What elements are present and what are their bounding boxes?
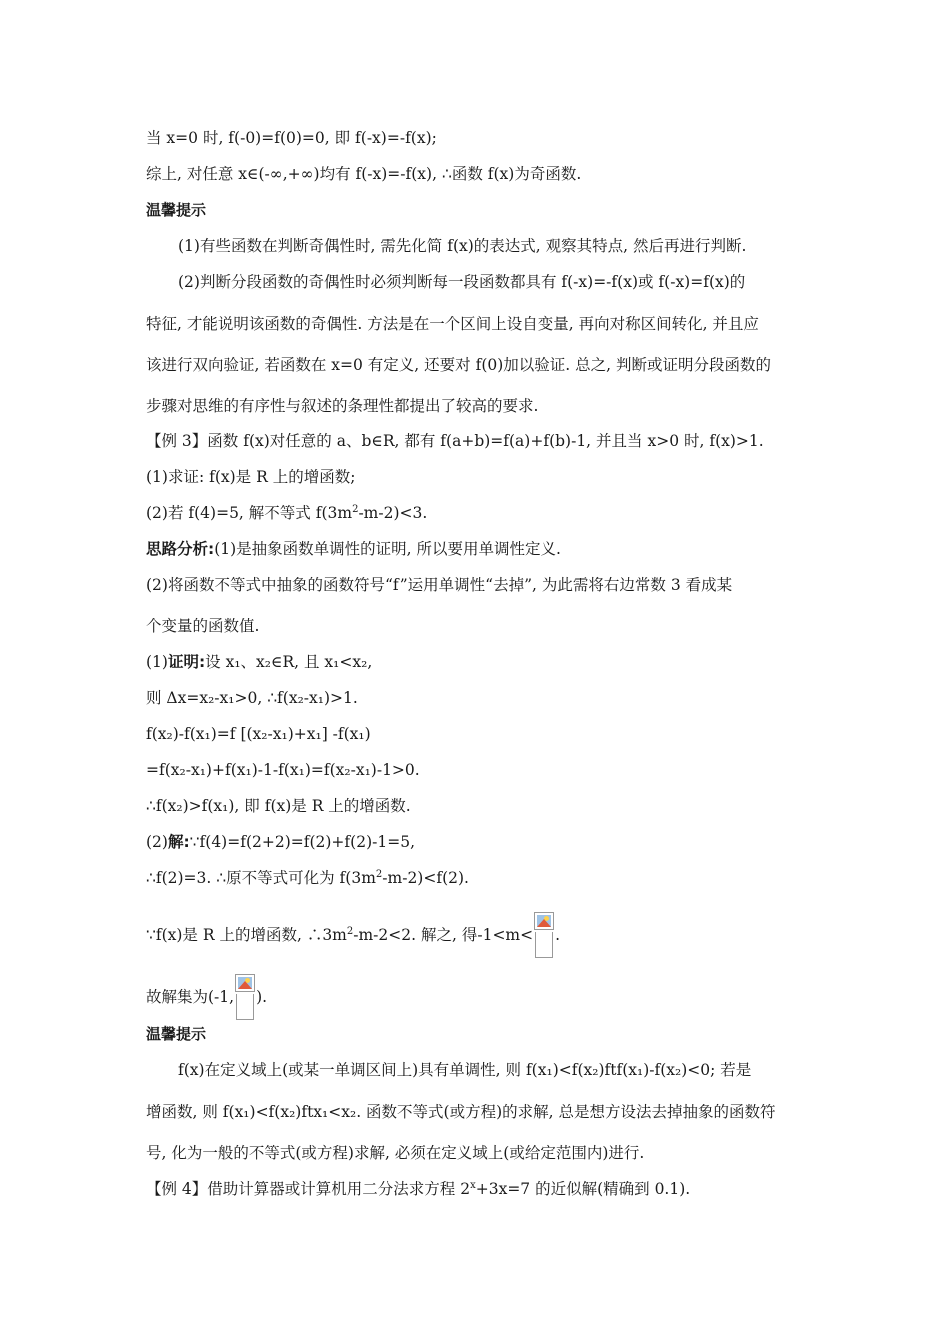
text-line: f(x₂)-f(x₁)=f [(x₂-x₁)+x₁] -f(x₁)	[146, 725, 371, 743]
text: 设 x₁、x₂∈R, 且 x₁<x₂,	[205, 653, 373, 671]
text-line: (2)将函数不等式中抽象的函数符号“f”运用单调性“去掉”, 为此需将右边常数 3 看成某	[146, 576, 733, 594]
text-line	[146, 539, 561, 559]
example-4-heading	[146, 1179, 690, 1199]
text: +3x=7 的近似解(精确到 0.1).	[475, 1180, 691, 1198]
superscript: 2	[352, 504, 359, 515]
example-3-heading: 【例 3】函数 f(x)对任意的 a、b∈R, 都有 f(a+b)=f(a)+f(b)-1, 并且当 x>0 时, f(x)>1.	[146, 432, 764, 450]
broken-image-icon	[534, 912, 554, 958]
text: .	[555, 926, 561, 944]
superscript: x	[470, 1180, 476, 1191]
text: (2)若 f(4)=5, 解不等式 f(3m	[146, 504, 353, 522]
text: (2)	[146, 833, 168, 851]
proof-label: 证明:	[167, 653, 206, 671]
text-line: 当 x=0 时, f(-0)=f(0)=0, 即 f(-x)=-f(x);	[146, 129, 437, 147]
tip-heading: 温馨提示	[146, 1025, 207, 1043]
text-line: ∴f(x₂)>f(x₁), 即 f(x)是 R 上的增函数.	[146, 797, 411, 815]
text-line: 步骤对思维的有序性与叙述的条理性都提出了较高的要求.	[146, 397, 539, 415]
text-line: =f(x₂-x₁)+f(x₁)-1-f(x₁)=f(x₂-x₁)-1>0.	[146, 761, 420, 779]
text: ).	[256, 988, 268, 1006]
text-line: 增函数, 则 f(x₁)<f(x₂)ftx₁<x₂. 函数不等式(或方程)的求解, 总是想方设法去掉抽象的函数符	[146, 1103, 776, 1121]
text: ∵f(x)是 R 上的增函数, ∴3m	[146, 926, 347, 944]
text-line: 特征, 才能说明该函数的奇偶性. 方法是在一个区间上设自变量, 再向对称区间转化, 并且应	[146, 315, 759, 333]
text-line	[146, 652, 372, 672]
text-line: 号, 化为一般的不等式(或方程)求解, 必须在定义域上(或给定范围内)进行.	[146, 1144, 645, 1162]
text: -m-2)<3.	[358, 504, 428, 522]
solution-label: 解:	[167, 833, 190, 851]
superscript: 2	[346, 926, 354, 937]
text: -m-2)<f(2).	[382, 869, 469, 887]
text-line: 该进行双向验证, 若函数在 x=0 有定义, 还要对 f(0)加以验证. 总之, 判断或证明分段函数的	[146, 356, 771, 374]
text-line: 个变量的函数值.	[146, 617, 260, 635]
broken-image-icon	[235, 974, 255, 1020]
text-line	[146, 503, 427, 523]
text: -m-2<2. 解之, 得-1<m<	[353, 926, 534, 944]
text-line	[146, 912, 560, 958]
text: ∵f(4)=f(2+2)=f(2)+f(2)-1=5,	[189, 833, 415, 851]
text: 【例 4】借助计算器或计算机用二分法求方程 2	[146, 1180, 471, 1198]
text: ∴f(2)=3. ∴原不等式可化为 f(3m	[146, 869, 376, 887]
text: 故解集为(-1,	[146, 988, 235, 1006]
text-line: f(x)在定义域上(或某一单调区间上)具有单调性, 则 f(x₁)<f(x₂)ftf(x₁)-f(x₂)<0; 若是	[178, 1061, 752, 1079]
text-line: (1)求证: f(x)是 R 上的增函数;	[146, 468, 356, 486]
text-line: 则 Δx=x₂-x₁>0, ∴f(x₂-x₁)>1.	[146, 689, 358, 707]
text-line	[146, 974, 267, 1020]
text-line: (1)有些函数在判断奇偶性时, 需先化简 f(x)的表达式, 观察其特点, 然后再进行判断.	[178, 237, 747, 255]
text-line: (2)判断分段函数的奇偶性时必须判断每一段函数都具有 f(-x)=-f(x)或 f(-x)=f(x)的	[178, 273, 746, 291]
tip-heading: 温馨提示	[146, 201, 207, 219]
text-line	[146, 868, 469, 888]
text: (1)是抽象函数单调性的证明, 所以要用单调性定义.	[214, 540, 561, 558]
text-line: 综上, 对任意 x∈(-∞,+∞)均有 f(-x)=-f(x), ∴函数 f(x)为奇函数.	[146, 165, 582, 183]
text-line	[146, 832, 415, 852]
superscript: 2	[375, 869, 383, 880]
text: (1)	[146, 653, 168, 671]
analysis-label: 思路分析:	[146, 540, 215, 558]
